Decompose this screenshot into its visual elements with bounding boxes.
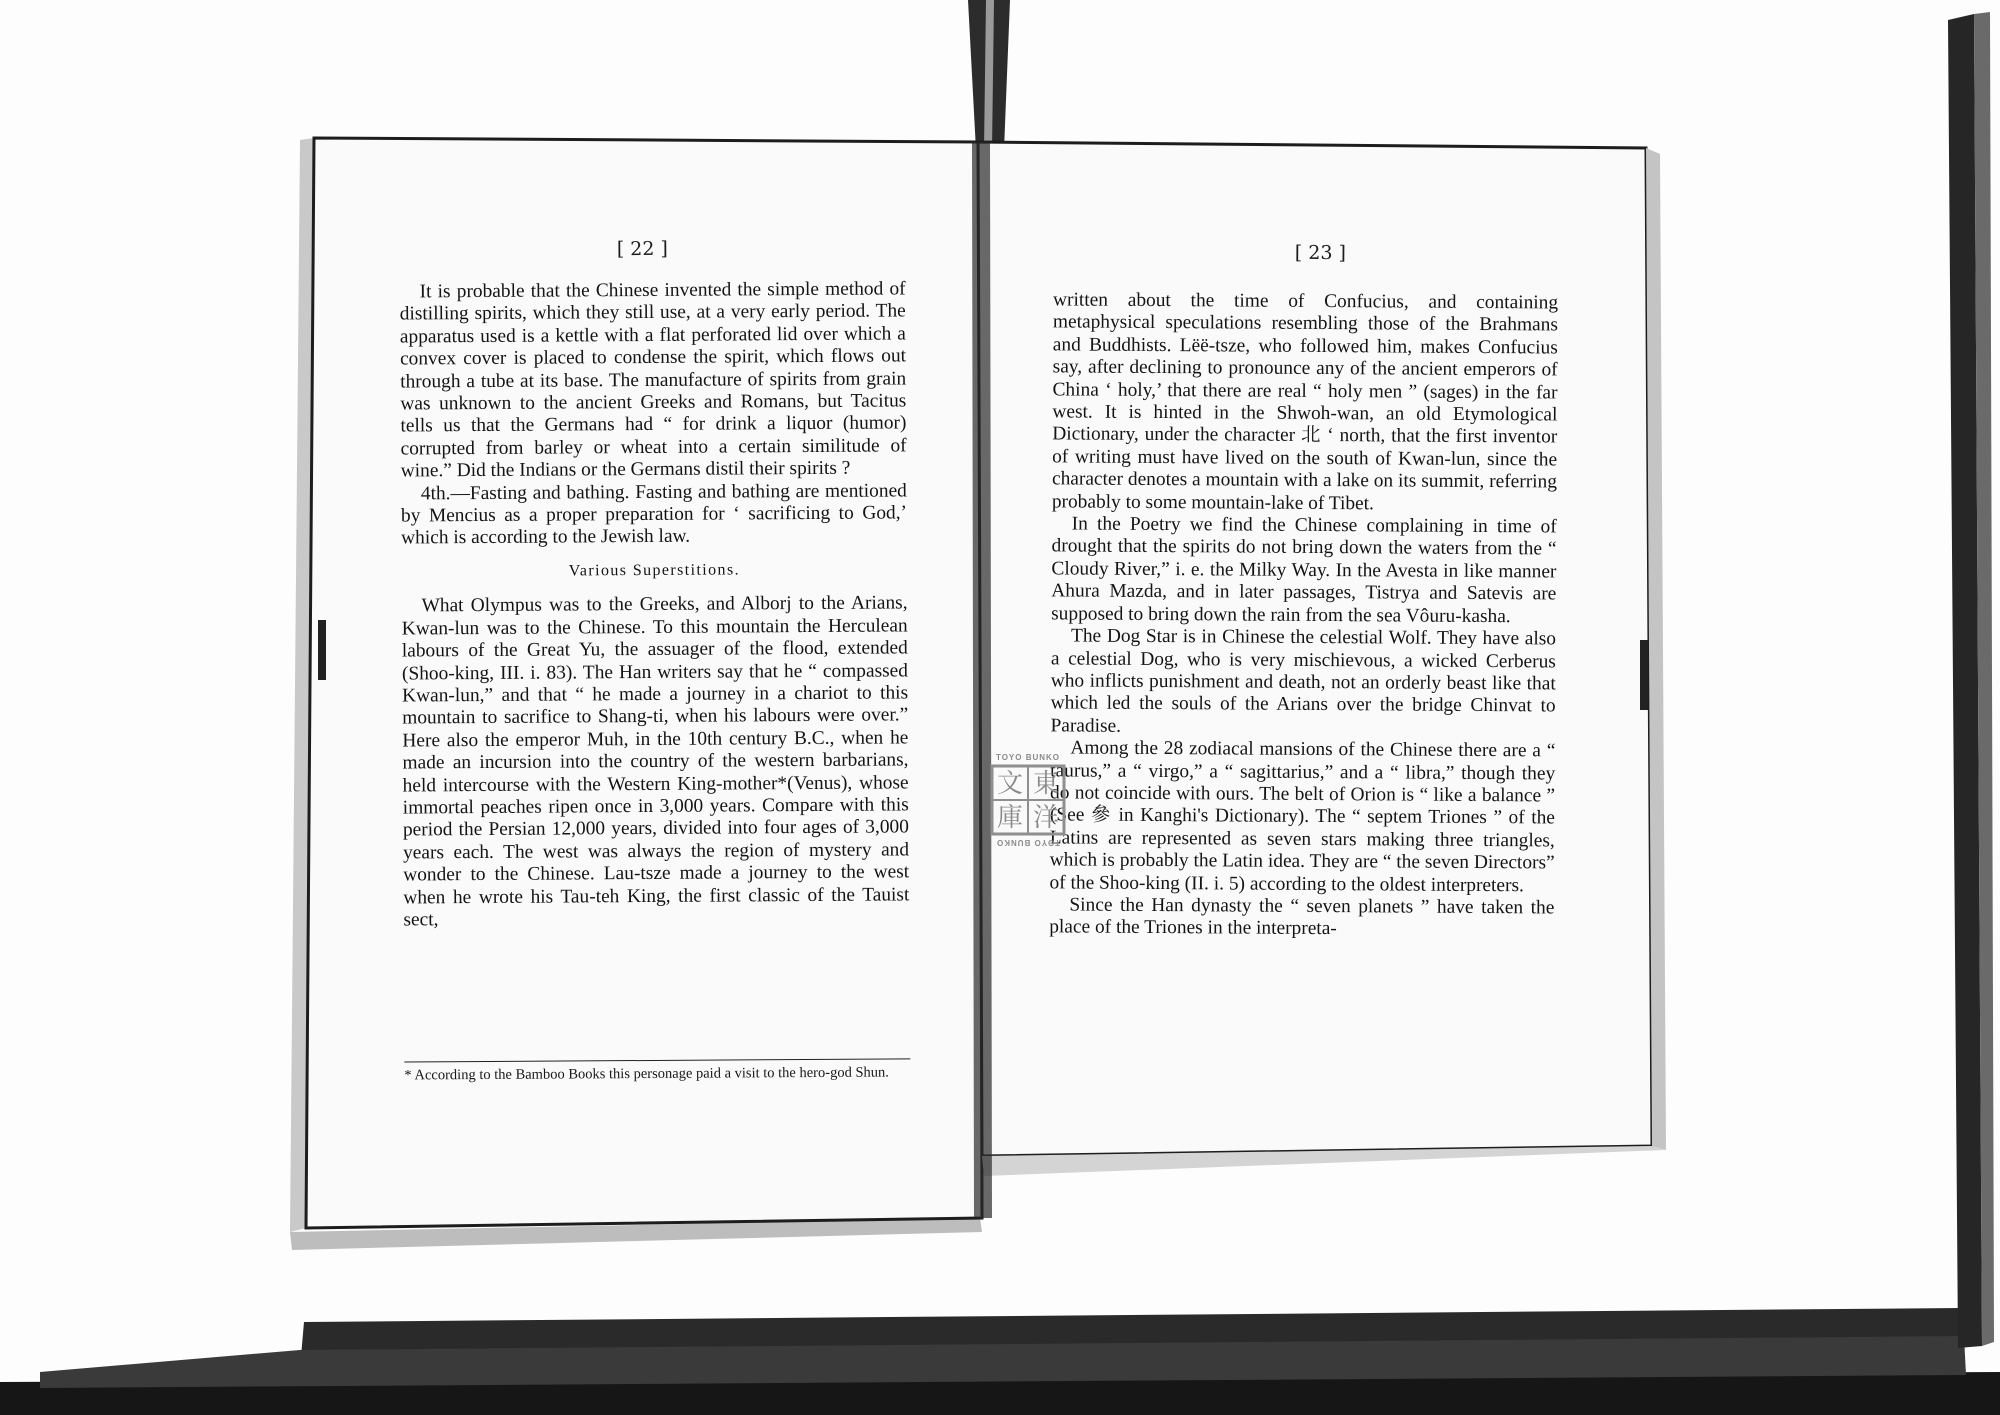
paragraph: Among the 28 zodiacal mansions of the Chinese there are a “ taurus,” a “ virgo,” a “ sagittarius,” and a “ libra,” though they do not coincide with ours. The belt of Orion is “ like a balance ” (See 參 in Kanghi's Dictionary). The “ septem Triones ” of the Latins are represented as seven stars making three triangles, which is probably the Latin idea. They are “ the seven Directors” of the Shoo-king (II. i. 5) according to the oldest interpreters.	[1049, 737, 1556, 896]
right-page	[975, 140, 1661, 1144]
right-page-body	[1049, 289, 1558, 942]
page-number: [ 23 ]	[1294, 241, 1346, 265]
seal-char: 東	[1032, 769, 1060, 799]
paragraph: In the Poetry we find the Chinese complaining in time of drought that the spirits do not bring down the waters from the “ Cloudy River,” i. e. the Milky Way. In the Avesta in like manner Ahura Mazda, and in later passages, Tistrya and Satevis are supposed to bring down the rain from the sea Vôuru-kasha.	[1051, 513, 1557, 627]
paragraph: The Dog Star is in Chinese the celestial Wolf. They have also a celestial Dog, who is very mischievous, a wicked Cerberus who inflicts punishment and death, not an orderly beast like that which led the souls of the Arians over the bridge Chinvat to Paradise.	[1050, 625, 1557, 737]
stamp-label-top: TOYO BUNKO	[995, 753, 1061, 762]
paragraph: 4th.—Fasting and bathing. Fasting and bathing are mentioned by Mencius as a proper preparation for ‘ sacrificing to God,’ which is according to the Jewish law.	[400, 480, 908, 549]
seal-char: 庫	[996, 803, 1024, 833]
footnote: * According to the Bamboo Books this personage paid a visit to the hero-god Shun.	[404, 1064, 889, 1084]
page-number: [ 22 ]	[616, 237, 668, 261]
paragraph: Since the Han dynasty the “ seven planets ” have taken the place of the Triones in the interpreta-	[1049, 894, 1555, 940]
left-page-body	[400, 278, 910, 931]
paragraph: It is probable that the Chinese invented the simple method of distilling spirits, which they still use, at a very early period. The apparatus used is a kettle with a flat perforated lid over which a convex cover is placed to condense the spirit, which flows out through a tube at its base. The manufacture of spirits from grain was unknown to the ancient Greeks and Romans, but Tacitus tells us that the Germans had “ for drink a liquor (humor) corrupted from barley or wheat into a certain similitude of wine.” Did the Indians or the Germans distil their spirits ?	[399, 278, 907, 482]
left-page	[307, 136, 984, 1225]
stamp-label-bottom: TOYO BUNKO	[995, 838, 1061, 847]
paragraph: written about the time of Confucius, and containing metaphysical speculations resembling those of the Brahmans and Buddhists. Lëë-tsze, who followed him, makes Confucius say, after declining to pronounce any of the ancient emperors of China ‘ holy,’ that there are real “ holy men ” (sages) in the far west. It is hinted in the Shwoh-wan, an old Etymological Dictionary, under the character 北 ‘ north, that the first inventor of writing must have lived on the south of Kwan-lun, since the character denotes a mountain with a lake on its summit, referring probably to some mountain-lake of Tibet.	[1051, 289, 1559, 514]
section-heading: Various Superstitions.	[568, 561, 741, 580]
paragraph: What Olympus was to the Greeks, and Alborj to the Arians, Kwan-lun was to the Chinese. To this mountain the Herculean labours of the Great Yu, the assuager of the flood, extended (Shoo-king, III. i. 83). The Han writers say that he “ compassed Kwan-lun,” and that “ he made a journey in a chariot to this mountain to sacrifice to Shang-ti, when his labours were over.” Here also the emperor Muh, in the 10th century B.C., when he made an incursion into the country of the western barbarians, held intercourse with the Western King-mother*(Venus), whose immortal peaches ripen once in 3,000 years. Compare with this period the Persian 12,000 years, divided into four ages of 3,000 years each. The west was always the region of mystery and wonder to the Chinese. Lau-tsze made a journey to the west when he wrote his Tau-teh King, the first classic of the Tauist sect,	[401, 592, 910, 931]
seal-char: 洋	[1032, 803, 1060, 833]
seal-char: 文	[996, 769, 1024, 799]
library-seal-stamp	[982, 750, 1074, 850]
footnote-rule	[404, 1058, 910, 1062]
